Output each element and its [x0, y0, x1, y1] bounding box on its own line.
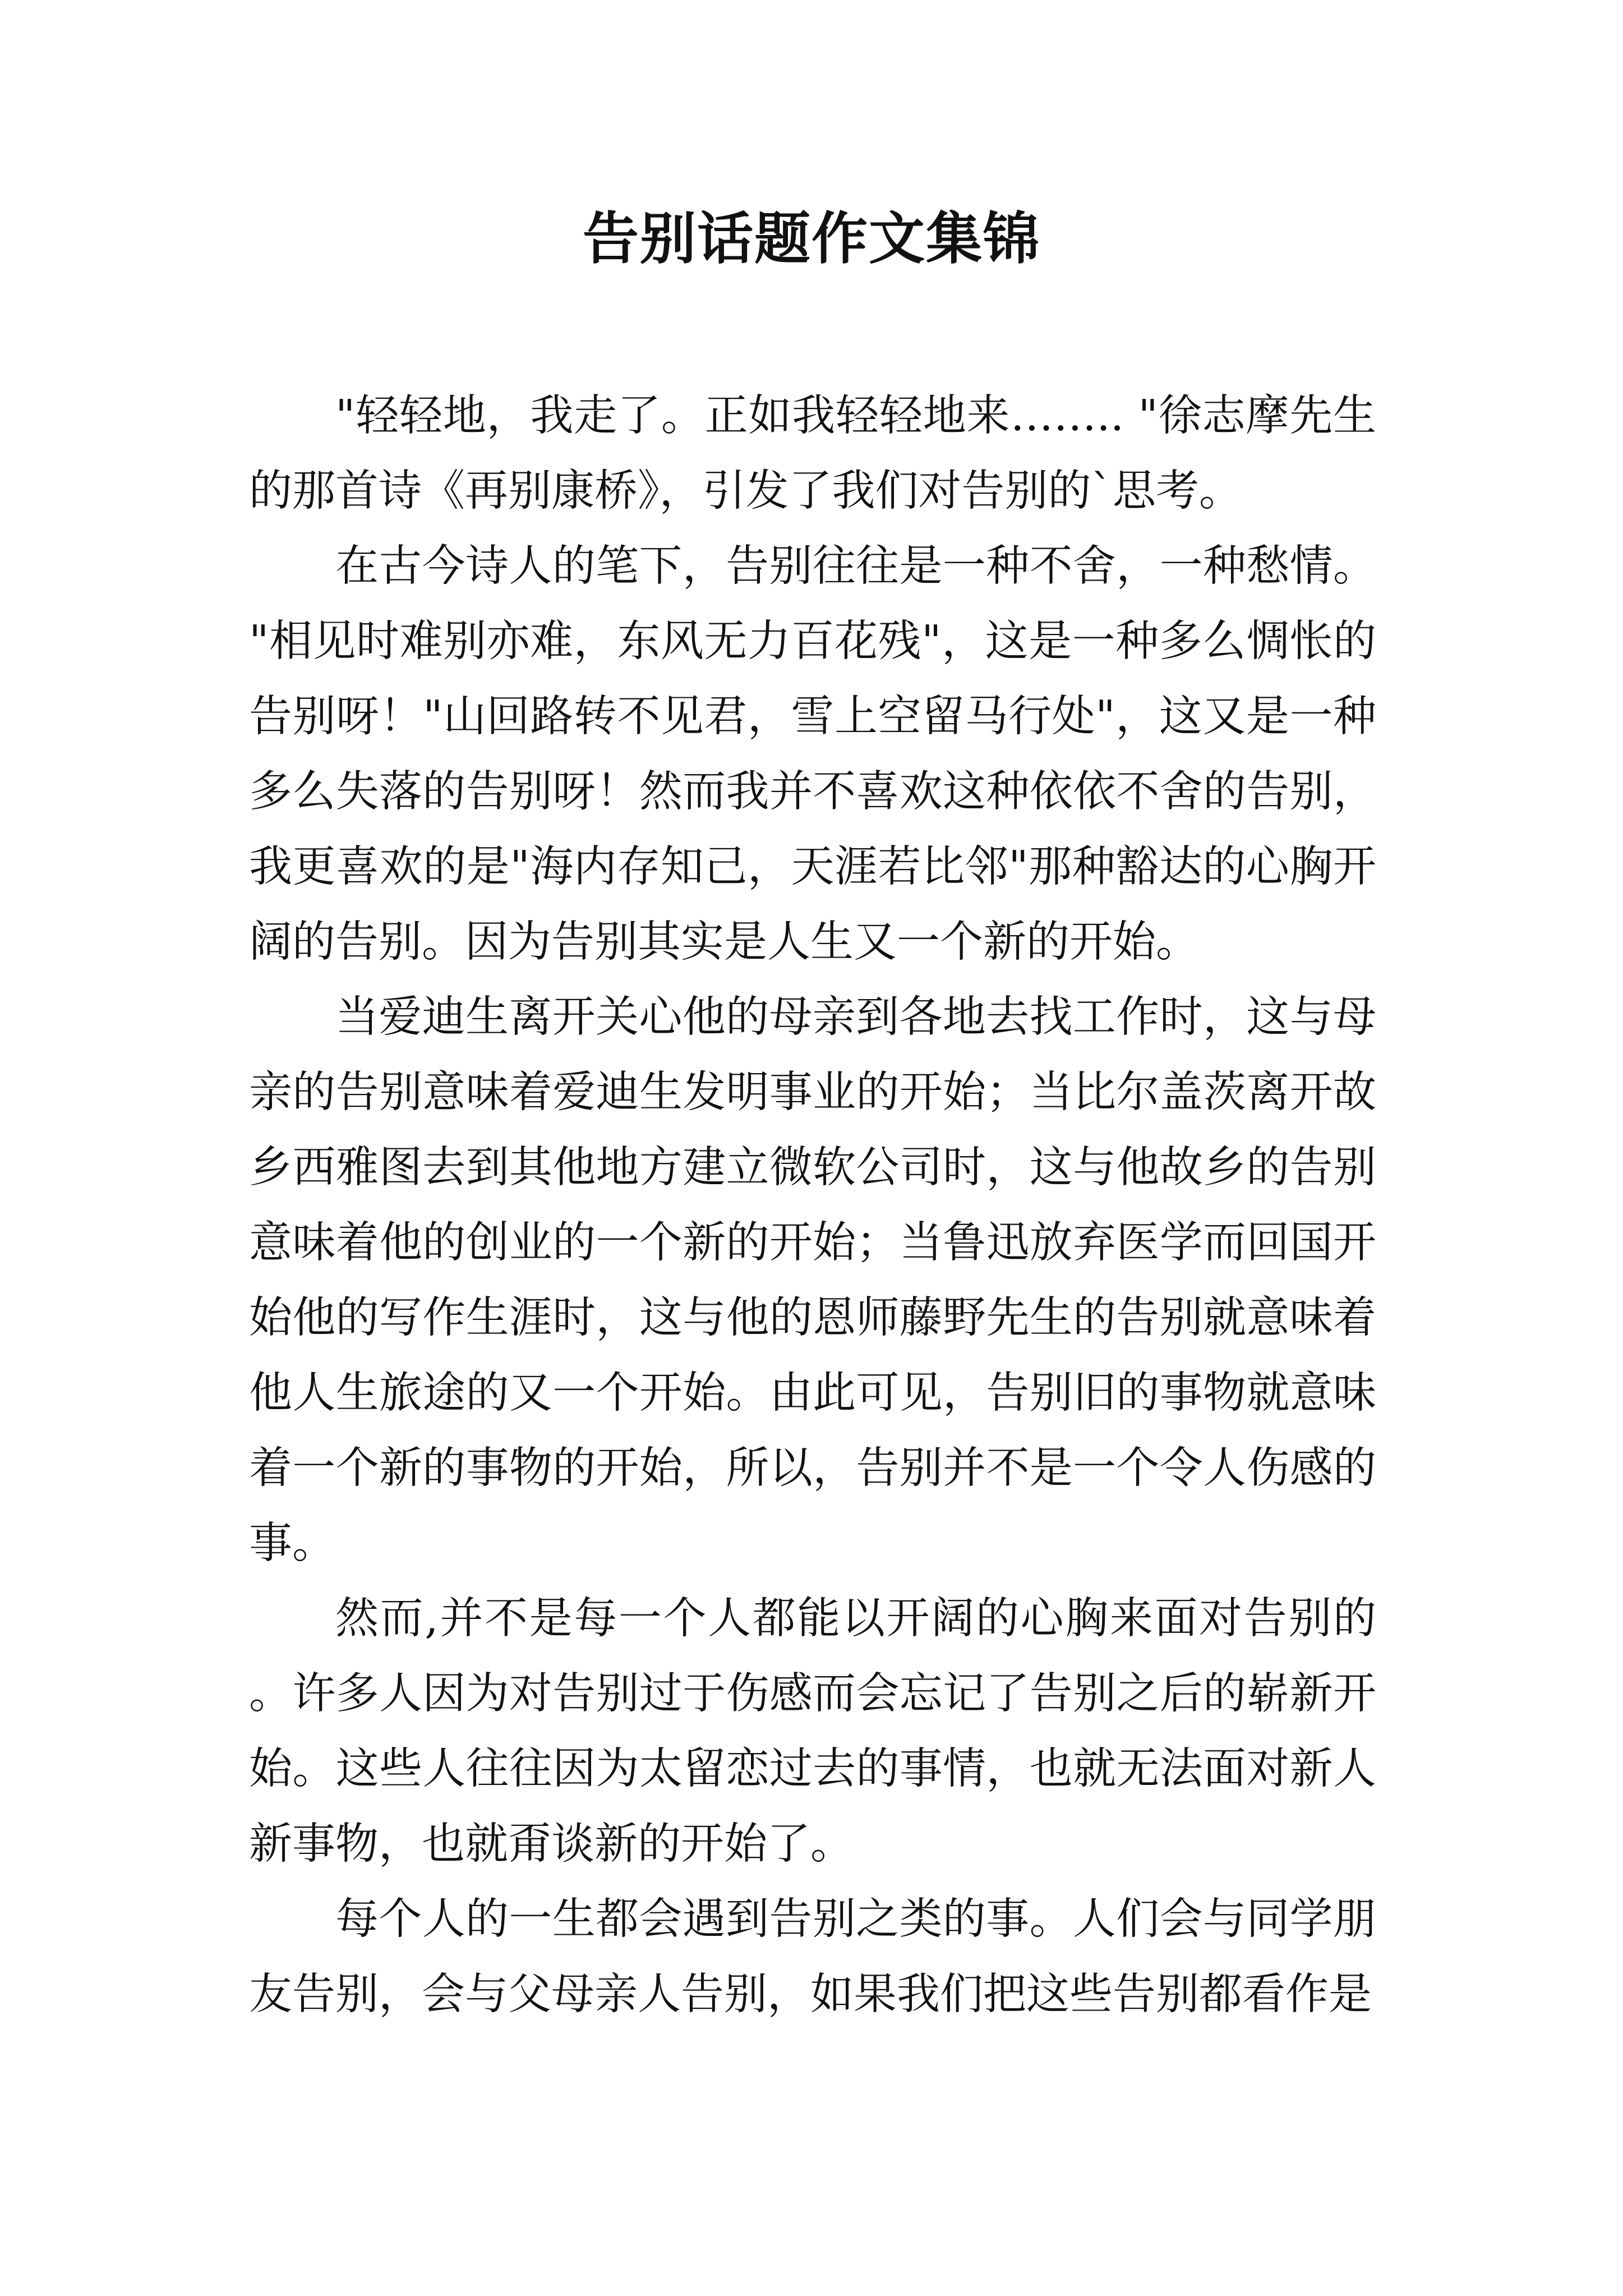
paragraph-5: 每个人的一生都会遇到告别之类的事。人们会与同学朋友告别，会与父母亲人告别，如果我们把这些告别都看作是	[249, 1894, 1376, 2019]
paragraph-3: 当爱迪生离开关心他的母亲到各地去找工作时，这与母亲的告别意味着爱迪生发明事业的开始；当比尔盖茨离开故乡西雅图去到其他地方建立微软公司时，这与他故乡的告别意味着他的创业的一个新的开始；当鲁迅放弃医学而回国开始他的写作生涯时，这与他的恩师藤野先生的告别就意味着他人生旅途的又一个开始。由此可见，告别旧的事物就意味着一个新的事物的开始，所以，告别并不是一个令人伤感的事。	[249, 992, 1376, 1568]
paragraph-1: "轻轻地，我走了。正如我轻轻地来…….. "徐志摩先生的那首诗《再别康桥》，引发了我们对告别的`思考。	[249, 391, 1376, 516]
paragraph-2: 在古今诗人的笔下，告别往往是一种不舍，一种愁情。"相见时难别亦难，东风无力百花残"，这是一种多么惆怅的告别呀！"山回路转不见君，雪上空留马行处"，这又是一种多么失落的告别呀！然而我并不喜欢这种依依不舍的告别，我更喜欢的是"海内存知己，天涯若比邻"那种豁达的心胸开阔的告别。因为告别其实是人生又一个新的开始。	[249, 541, 1376, 967]
paragraph-4: 然而,并不是每一个人都能以开阔的心胸来面对告别的。许多人因为对告别过于伤感而会忘记了告别之后的崭新开始。这些人往往因为太留恋过去的事情，也就无法面对新人新事物，也就甭谈新的开始了。	[249, 1594, 1376, 1869]
document-title: 告别话题作文集锦	[583, 205, 1040, 272]
document-body	[249, 379, 1376, 2032]
